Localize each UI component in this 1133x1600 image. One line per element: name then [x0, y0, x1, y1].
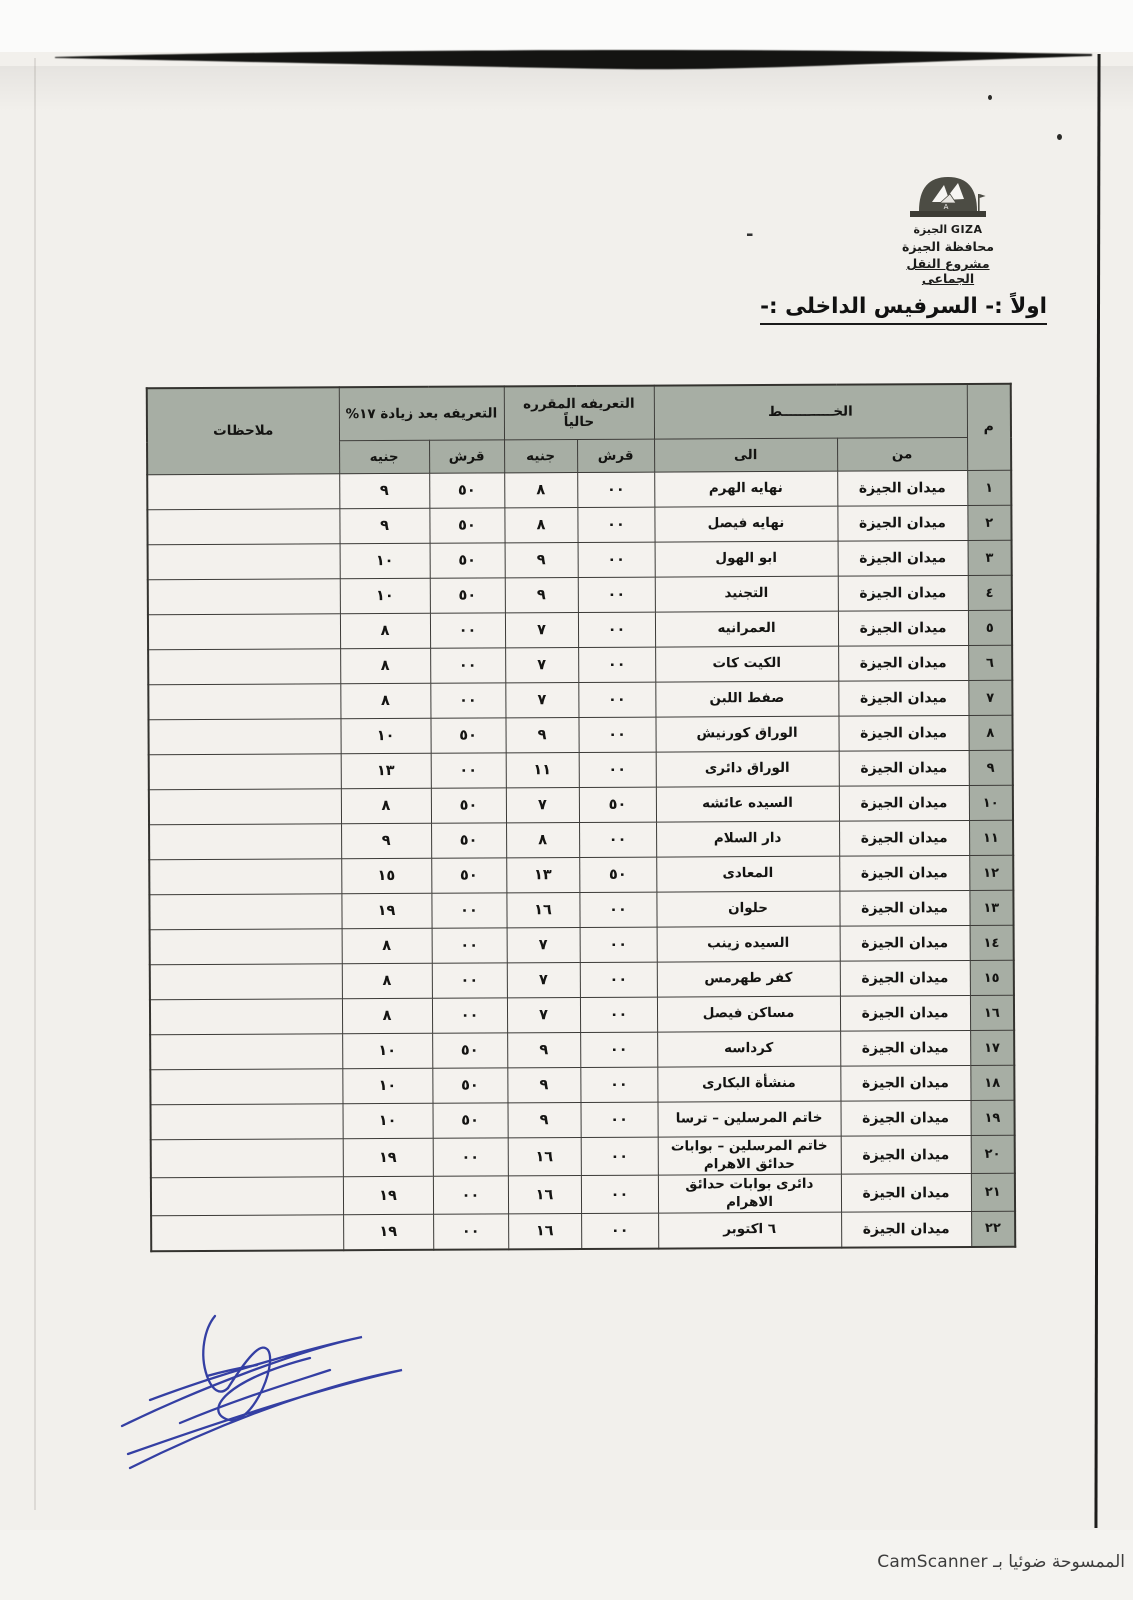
to-cell: التجنيد [655, 576, 838, 612]
row-number-cell: ١٤ [970, 925, 1014, 960]
col-header-current-tariff: التعريفه المقرره حالياً [504, 386, 654, 440]
row-number-cell: ٩ [969, 750, 1013, 785]
notes-cell [148, 719, 340, 755]
current-qirsh-cell: ٥٠ [579, 787, 656, 822]
increased-geneh-cell: ١٠ [340, 543, 430, 578]
row-number-cell: ١٨ [970, 1065, 1014, 1100]
to-cell: حلوان [656, 891, 839, 927]
increased-geneh-cell: ١٠ [342, 1033, 432, 1068]
row-number-cell: ٢ [967, 505, 1011, 540]
scan-speck [1057, 134, 1062, 140]
to-cell: ٦ اكتوبر [658, 1212, 841, 1248]
from-cell: ميدان الجيزة [839, 750, 969, 786]
increased-geneh-cell: ١٣ [341, 753, 431, 788]
increased-geneh-cell: ٩ [339, 473, 429, 508]
increased-geneh-cell: ٩ [341, 823, 431, 858]
from-cell: ميدان الجيزة [839, 820, 969, 856]
to-cell: السيده زينب [657, 926, 840, 962]
increased-geneh-cell: ١٩ [343, 1176, 433, 1215]
increased-qirsh-cell: ٥٠ [430, 718, 505, 753]
col-header-increased-tariff: التعريفه بعد زيادة ١٧% [339, 386, 504, 440]
increased-geneh-cell: ١٠ [340, 718, 430, 753]
notes-cell [149, 789, 341, 825]
table-row [148, 715, 1012, 755]
from-cell: ميدان الجيزة [840, 925, 970, 961]
notes-cell [148, 579, 340, 615]
increased-qirsh-cell: ٠٠ [430, 613, 505, 648]
current-qirsh-cell: ٠٠ [581, 1175, 658, 1213]
from-cell: ميدان الجيزة [841, 1100, 971, 1136]
table-row [150, 1065, 1014, 1105]
from-cell: ميدان الجيزة [839, 715, 969, 751]
current-qirsh-cell: ٠٠ [579, 752, 656, 787]
increased-geneh-cell: ٨ [340, 648, 430, 683]
row-number-cell: ١٥ [970, 960, 1014, 995]
current-geneh-cell: ٩ [505, 718, 578, 753]
table-row [148, 645, 1012, 685]
current-qirsh-cell: ٠٠ [578, 542, 655, 577]
current-qirsh-cell: ٠٠ [580, 997, 657, 1032]
notes-cell [147, 474, 339, 510]
notes-cell [150, 999, 342, 1035]
from-cell: ميدان الجيزة [839, 785, 969, 821]
to-cell: نهايه الهرم [654, 471, 837, 507]
table-row [150, 1030, 1014, 1070]
increased-qirsh-cell: ٥٠ [431, 788, 506, 823]
current-qirsh-cell: ٠٠ [578, 717, 655, 752]
current-qirsh-cell: ٠٠ [580, 1032, 657, 1067]
from-cell: ميدان الجيزة [840, 960, 970, 996]
increased-geneh-cell: ٨ [341, 788, 431, 823]
increased-qirsh-cell: ٠٠ [430, 683, 505, 718]
current-geneh-cell: ٧ [507, 963, 580, 998]
increased-qirsh-cell: ٠٠ [432, 928, 507, 963]
from-cell: ميدان الجيزة [841, 1174, 971, 1213]
table-header-row-main [147, 384, 1011, 442]
current-qirsh-cell: ٠٠ [580, 962, 657, 997]
to-cell: مساكن فيصل [657, 996, 840, 1032]
table-row [151, 1211, 1015, 1251]
row-number-cell: ٨ [969, 715, 1013, 750]
increased-geneh-cell: ٨ [342, 963, 432, 998]
to-cell: الكيت كات [655, 646, 838, 682]
scan-band-shadow [0, 66, 1133, 112]
increased-geneh-cell: ١٩ [343, 1214, 433, 1249]
notes-cell [151, 1139, 343, 1178]
row-number-cell: ١٠ [969, 785, 1013, 820]
current-geneh-cell: ١٦ [508, 1176, 581, 1214]
col-header-from: من [837, 437, 967, 471]
scan-speck [988, 95, 992, 100]
current-qirsh-cell: ٠٠ [578, 682, 655, 717]
row-number-cell: ١٧ [970, 1030, 1014, 1065]
col-header-geneh-increased: جنيه [339, 440, 429, 473]
row-number-cell: ٦ [968, 645, 1012, 680]
notes-cell [149, 824, 341, 860]
increased-qirsh-cell: ٥٠ [431, 823, 506, 858]
from-cell: ميدان الجيزة [841, 1212, 971, 1248]
to-cell: كرداسه [657, 1031, 840, 1067]
from-cell: ميدان الجيزة [840, 995, 970, 1031]
row-number-cell: ١١ [969, 820, 1013, 855]
from-cell: ميدان الجيزة [838, 645, 968, 681]
increased-geneh-cell: ١٠ [340, 578, 430, 613]
from-cell: ميدان الجيزة [838, 575, 968, 611]
table-row [148, 680, 1012, 720]
from-cell: ميدان الجيزة [841, 1135, 971, 1174]
increased-qirsh-cell: ٥٠ [429, 473, 504, 508]
to-cell: المعادى [656, 856, 839, 892]
to-cell: الوراق دائرى [656, 751, 839, 787]
to-cell: العمرانيه [655, 611, 838, 647]
increased-geneh-cell: ١٩ [343, 1138, 433, 1177]
current-geneh-cell: ١٦ [506, 893, 579, 928]
increased-qirsh-cell: ٠٠ [431, 753, 506, 788]
current-geneh-cell: ٩ [505, 543, 578, 578]
to-cell: كفر طهرمس [657, 961, 840, 997]
table-row [149, 855, 1013, 895]
to-cell: دار السلام [656, 821, 839, 857]
from-cell: ميدان الجيزة [837, 505, 967, 541]
table-row [148, 610, 1012, 650]
increased-qirsh-cell: ٠٠ [433, 1214, 508, 1249]
current-qirsh-cell: ٠٠ [581, 1137, 658, 1175]
page-title: اولاً :- السرفيس الداخلى :- [760, 294, 1047, 325]
org-name: محافظة الجيزة [902, 239, 994, 254]
col-header-qirsh-current: قرش [577, 439, 654, 472]
table-row [148, 540, 1012, 580]
increased-geneh-cell: ١٠ [342, 1103, 432, 1138]
current-qirsh-cell: ٠٠ [579, 892, 656, 927]
current-geneh-cell: ١١ [506, 753, 579, 788]
current-geneh-cell: ٧ [506, 788, 579, 823]
notes-cell [151, 1215, 343, 1251]
table-row [148, 575, 1012, 615]
giza-logo-block [890, 170, 1006, 286]
table-row [150, 995, 1014, 1035]
row-number-cell: ٥ [968, 610, 1012, 645]
increased-geneh-cell: ٨ [342, 998, 432, 1033]
current-geneh-cell: ٩ [507, 1068, 580, 1103]
table-row [150, 1100, 1014, 1140]
from-cell: ميدان الجيزة [839, 890, 969, 926]
col-header-line: الخـــــــــــط [654, 384, 967, 439]
from-cell: ميدان الجيزة [840, 1065, 970, 1101]
dept-name: مشروع النقل الجماعى [906, 256, 990, 286]
fare-table-wrap [146, 383, 1015, 1252]
current-qirsh-cell: ٠٠ [580, 1067, 657, 1102]
current-geneh-cell: ١٦ [508, 1214, 581, 1249]
current-geneh-cell: ٧ [507, 998, 580, 1033]
row-number-cell: ٢٠ [971, 1135, 1015, 1173]
increased-qirsh-cell: ٥٠ [429, 508, 504, 543]
increased-qirsh-cell: ٠٠ [433, 1176, 508, 1214]
row-number-cell: ١٩ [971, 1100, 1015, 1135]
increased-qirsh-cell: ٥٠ [430, 578, 505, 613]
current-geneh-cell: ٨ [506, 823, 579, 858]
increased-geneh-cell: ١٠ [342, 1068, 432, 1103]
from-cell: ميدان الجيزة [840, 1030, 970, 1066]
camscanner-footer: الممسوحة ضوئيا بـ CamScanner [877, 1552, 1125, 1572]
increased-geneh-cell: ٨ [340, 613, 430, 648]
current-geneh-cell: ٩ [505, 578, 578, 613]
row-number-cell: ١٦ [970, 995, 1014, 1030]
from-cell: ميدان الجيزة [838, 610, 968, 646]
table-row [147, 470, 1011, 510]
table-row [150, 960, 1014, 1000]
notes-cell [148, 614, 340, 650]
table-row [151, 1135, 1015, 1178]
notes-cell [148, 684, 340, 720]
to-cell: دائرى بوابات حدائق الاهرام [658, 1174, 841, 1213]
row-number-cell: ٣ [968, 540, 1012, 575]
to-cell: الوراق كورنيش [655, 716, 838, 752]
increased-geneh-cell: ١٥ [341, 858, 431, 893]
current-qirsh-cell: ٠٠ [579, 822, 656, 857]
current-qirsh-cell: ٠٠ [581, 1102, 658, 1137]
row-number-cell: ٢١ [971, 1173, 1015, 1211]
col-header-geneh-current: جنيه [504, 440, 577, 473]
current-qirsh-cell: ٠٠ [577, 472, 654, 507]
current-geneh-cell: ٩ [507, 1033, 580, 1068]
row-number-cell: ١٢ [969, 855, 1013, 890]
to-cell: خاتم المرسلين – بوابات حدائق الاهرام [658, 1136, 841, 1175]
increased-geneh-cell: ٨ [340, 683, 430, 718]
from-cell: ميدان الجيزة [837, 470, 967, 506]
table-row [149, 890, 1013, 930]
table-row [149, 820, 1013, 860]
increased-qirsh-cell: ٥٠ [432, 1068, 507, 1103]
notes-cell [150, 964, 342, 1000]
increased-qirsh-cell: ٠٠ [431, 893, 506, 928]
increased-geneh-cell: ١٩ [341, 893, 431, 928]
current-geneh-cell: ٧ [505, 613, 578, 648]
giza-pyramids-logo-icon [904, 170, 992, 222]
from-cell: ميدان الجيزة [838, 540, 968, 576]
col-header-to: الى [654, 438, 837, 472]
to-cell: منشأة البكارى [657, 1066, 840, 1102]
from-cell: ميدان الجيزة [839, 855, 969, 891]
current-geneh-cell: ٨ [504, 508, 577, 543]
svg-text:A: A [943, 203, 949, 211]
current-qirsh-cell: ٠٠ [577, 507, 654, 542]
current-geneh-cell: ١٦ [508, 1138, 581, 1176]
col-header-notes: ملاحظات [147, 387, 339, 475]
notes-cell [148, 649, 340, 685]
row-number-cell: ١ [967, 470, 1011, 505]
to-cell: خاتم المرسلين – ترسا [658, 1101, 841, 1137]
to-cell: نهايه فيصل [654, 506, 837, 542]
table-row [150, 925, 1014, 965]
signature-ink [95, 1283, 515, 1483]
table-row [149, 785, 1013, 825]
page-edge-right [1094, 54, 1100, 1528]
fare-table-body [147, 470, 1015, 1251]
notes-cell [150, 1069, 342, 1105]
notes-cell [151, 1177, 343, 1216]
col-header-num: م [967, 384, 1011, 471]
table-row [151, 1173, 1015, 1216]
handwritten-dash: - [746, 224, 754, 245]
increased-qirsh-cell: ٠٠ [432, 963, 507, 998]
notes-cell [149, 894, 341, 930]
row-number-cell: ٧ [968, 680, 1012, 715]
notes-cell [150, 1034, 342, 1070]
current-qirsh-cell: ٠٠ [580, 927, 657, 962]
current-geneh-cell: ٧ [505, 683, 578, 718]
increased-qirsh-cell: ٥٠ [433, 1103, 508, 1138]
table-row [149, 750, 1013, 790]
current-geneh-cell: ١٣ [506, 858, 579, 893]
notes-cell [150, 1104, 342, 1140]
notes-cell [147, 509, 339, 545]
current-qirsh-cell: ٠٠ [578, 647, 655, 682]
logo-caption: الجيزة GIZA [913, 223, 983, 236]
current-geneh-cell: ٩ [508, 1103, 581, 1138]
notes-cell [150, 929, 342, 965]
current-geneh-cell: ٧ [507, 928, 580, 963]
notes-cell [148, 544, 340, 580]
current-qirsh-cell: ٠٠ [578, 612, 655, 647]
fare-table [146, 383, 1017, 1252]
increased-qirsh-cell: ٠٠ [432, 998, 507, 1033]
notes-cell [149, 859, 341, 895]
row-number-cell: ١٣ [969, 890, 1013, 925]
to-cell: السيده عائشه [656, 786, 839, 822]
row-number-cell: ٤ [968, 575, 1012, 610]
notes-cell [149, 754, 341, 790]
current-geneh-cell: ٧ [505, 648, 578, 683]
table-row [147, 505, 1011, 545]
increased-geneh-cell: ٩ [339, 508, 429, 543]
increased-qirsh-cell: ٠٠ [433, 1138, 508, 1176]
current-qirsh-cell: ٥٠ [579, 857, 656, 892]
current-geneh-cell: ٨ [504, 473, 577, 508]
increased-qirsh-cell: ٥٠ [432, 1033, 507, 1068]
page-edge-left [34, 58, 36, 1510]
increased-qirsh-cell: ٠٠ [430, 648, 505, 683]
to-cell: ابو الهول [655, 541, 838, 577]
to-cell: صفط اللبن [655, 681, 838, 717]
col-header-qirsh-increased: قرش [429, 440, 504, 473]
increased-geneh-cell: ٨ [342, 928, 432, 963]
row-number-cell: ٢٢ [971, 1211, 1015, 1246]
from-cell: ميدان الجيزة [838, 680, 968, 716]
increased-qirsh-cell: ٥٠ [431, 858, 506, 893]
current-qirsh-cell: ٠٠ [581, 1213, 658, 1248]
current-qirsh-cell: ٠٠ [578, 577, 655, 612]
increased-qirsh-cell: ٥٠ [430, 543, 505, 578]
